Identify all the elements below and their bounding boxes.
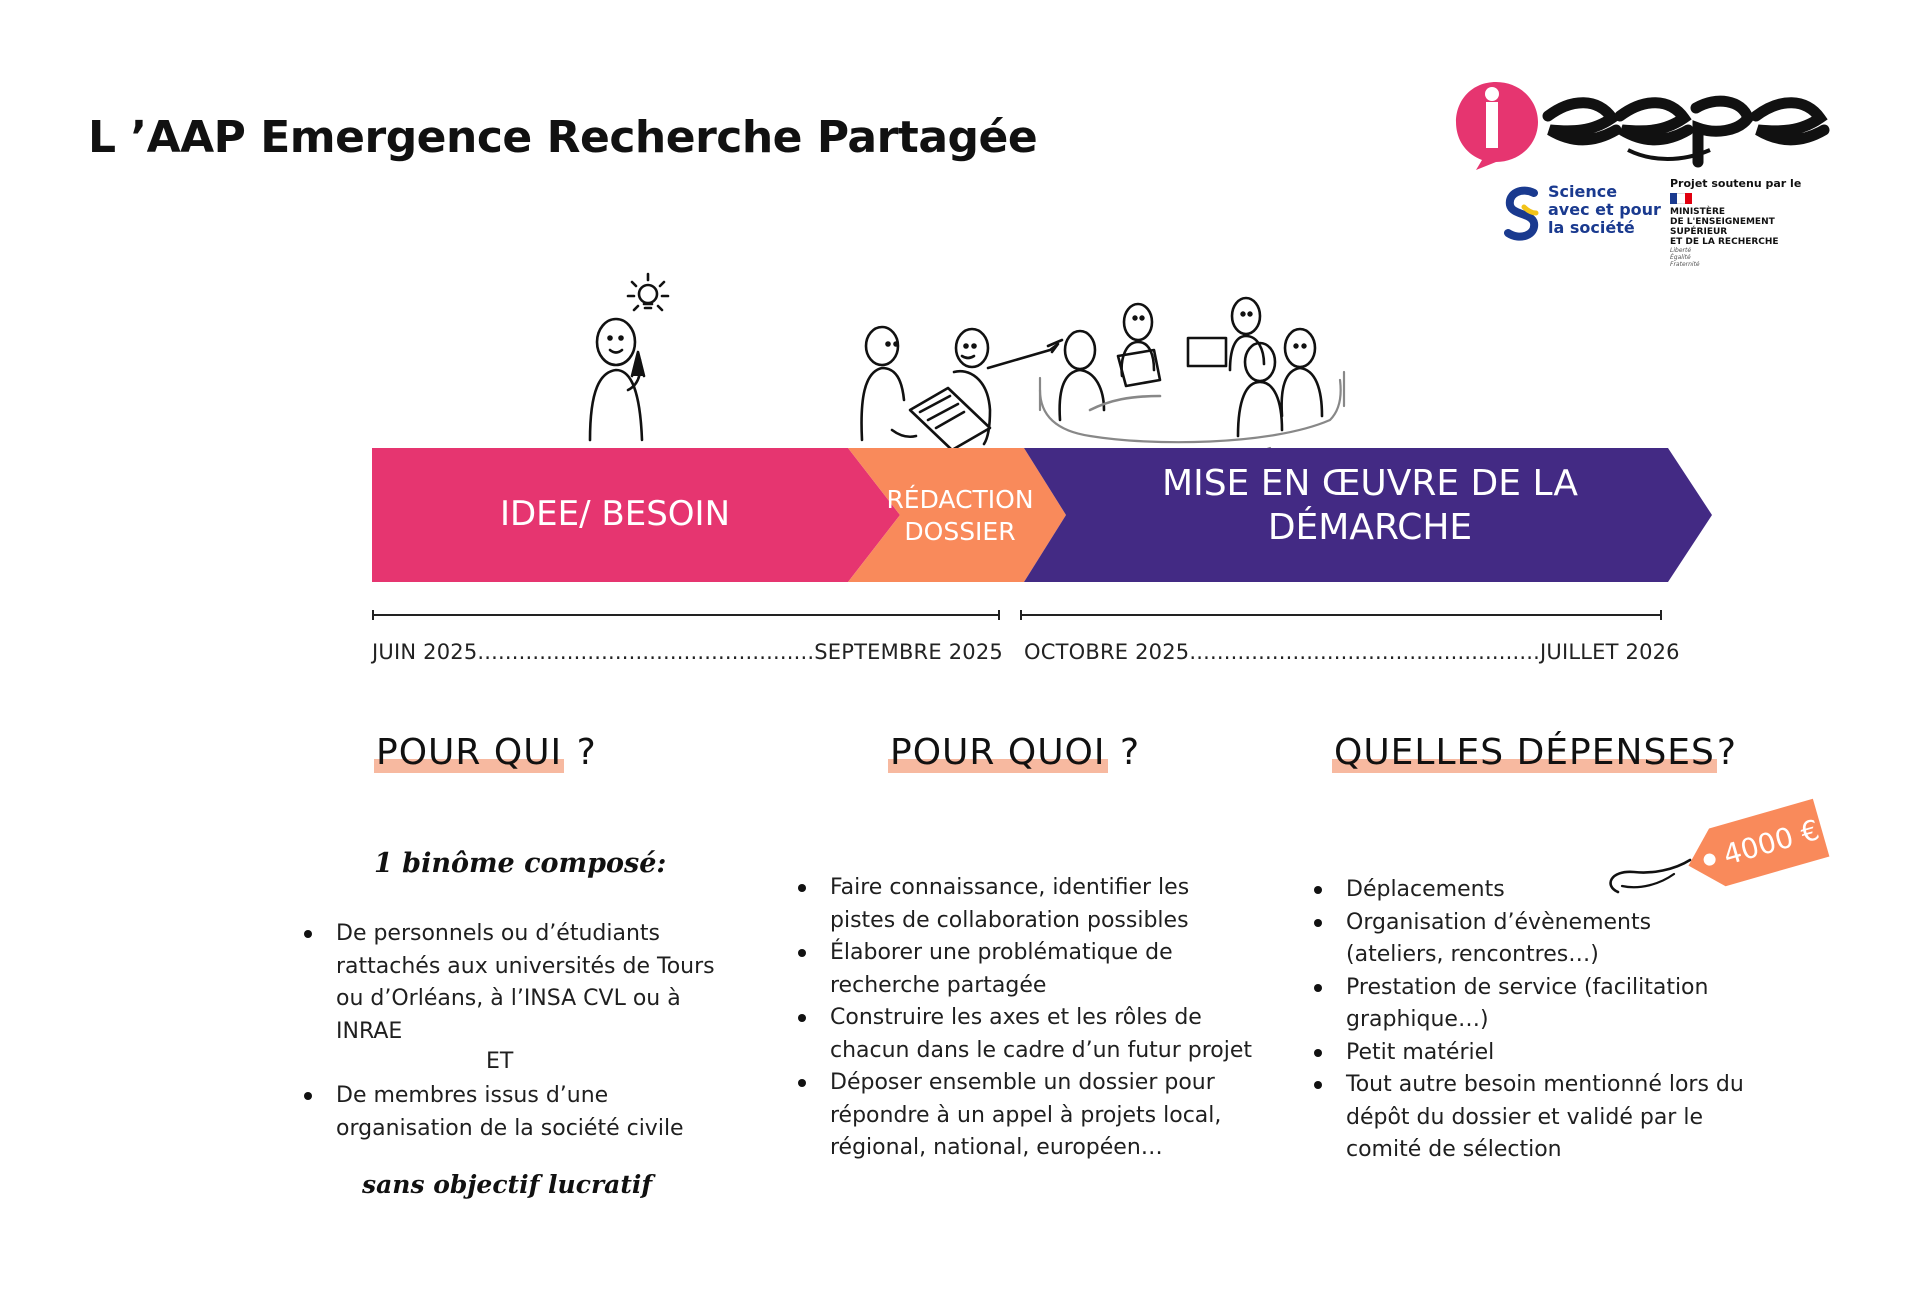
list-item: Petit matériel [1312, 1037, 1752, 1070]
list-item: De membres issus d’une organisation de la société civile [302, 1080, 722, 1145]
support-label: Projet soutenu par le [1670, 177, 1802, 190]
lucratif-note: sans objectif lucratif [362, 1170, 653, 1199]
teepee-logo [1452, 78, 1832, 170]
list-item: Déplacements [1312, 874, 1752, 907]
people-illustration [570, 260, 1510, 460]
heading-pour-quoi [888, 732, 1140, 773]
pour-quoi-list [796, 872, 1256, 1165]
phase-mise-line-2: DÉMARCHE [1267, 507, 1473, 548]
ministry-line-1: MINISTÈRE [1670, 207, 1726, 217]
period-2-label: OCTOBRE 2025...................................................JUILLET 2026 [1024, 640, 1680, 664]
period-2-line [1020, 614, 1662, 616]
heading-pour-qui-suffix: ? [564, 732, 597, 773]
connector-et: ET [486, 1049, 514, 1074]
phase-redaction-label [870, 484, 1050, 548]
heading-pour-qui-main: POUR QUI [376, 732, 563, 773]
phase-idee-label: IDEE/ BESOIN [499, 494, 731, 534]
motto-line-3: Fraternité [1670, 261, 1700, 268]
heading-pour-quoi-main: POUR QUOI [890, 732, 1106, 773]
motto-line-1: Liberté [1670, 247, 1692, 254]
heading-depenses-main: QUELLES DÉPENSES [1334, 732, 1715, 773]
pour-qui-list-b [302, 1080, 722, 1145]
phase-redaction-line-2: DOSSIER [904, 517, 1016, 546]
heading-depenses [1332, 732, 1737, 773]
science-societe-label [1548, 183, 1678, 237]
ministry-motto [1670, 247, 1820, 268]
ministry-line-4: ET DE LA RECHERCHE [1670, 237, 1779, 247]
partner-line-2: avec et pour [1548, 200, 1661, 219]
period-1-label: JUIN 2025.................................................SEPTEMBRE 2025 [372, 640, 1003, 664]
period-1-line [372, 614, 1000, 616]
list-item: Tout autre besoin mentionné lors du dépôt du dossier et validé par le comité de sélection [1312, 1069, 1752, 1167]
list-item: De personnels ou d’étudiants rattachés aux universités de Tours ou d’Orléans, à l’INSA CVL ou à INRAE [302, 918, 722, 1048]
meeting-group-icon [1040, 298, 1344, 454]
ministry-line-2: DE L'ENSEIGNEMENT [1670, 217, 1775, 227]
budget-label: 4000 € [1719, 813, 1823, 872]
phase-redaction-line-1: RÉDACTION [886, 485, 1034, 514]
list-item: Faire connaissance, identifier les pistes de collaboration possibles [796, 872, 1256, 937]
price-tag-icon [1600, 778, 1840, 918]
partner-line-3: la société [1548, 218, 1635, 237]
phase-mise-line-1: MISE EN ŒUVRE DE LA [1162, 463, 1578, 504]
list-item: Déposer ensemble un dossier pour répondre à un appel à projets local, régional, national, européen… [796, 1067, 1256, 1165]
phase-mise-en-oeuvre-label [1140, 462, 1600, 550]
list-item: Organisation d’évènements (ateliers, rencontres…) [1312, 907, 1752, 972]
heading-pour-quoi-suffix: ? [1107, 732, 1141, 773]
writing-people-icon [862, 327, 1062, 450]
page-title: L ’AAP Emergence Recherche Partagée [88, 112, 1038, 163]
ministry-line-3: SUPÉRIEUR [1670, 227, 1728, 237]
heading-pour-qui [374, 732, 597, 773]
list-item: Prestation de service (facilitation graphique…) [1312, 972, 1752, 1037]
partner-line-1: Science [1548, 182, 1618, 201]
heading-depenses-suffix: ? [1716, 732, 1737, 773]
motto-line-2: Égalité [1670, 254, 1691, 261]
ministry-name [1670, 207, 1820, 247]
list-item: Construire les axes et les rôles de chacun dans le cadre d’un futur projet [796, 1002, 1256, 1067]
ministry-block [1670, 178, 1820, 268]
idea-person-icon [590, 274, 668, 440]
pour-qui-list-a [302, 918, 722, 1048]
french-flag-icon [1670, 193, 1692, 204]
list-item: Élaborer une problématique de recherche partagée [796, 937, 1256, 1002]
binome-subheading: 1 binôme composé: [374, 848, 667, 879]
